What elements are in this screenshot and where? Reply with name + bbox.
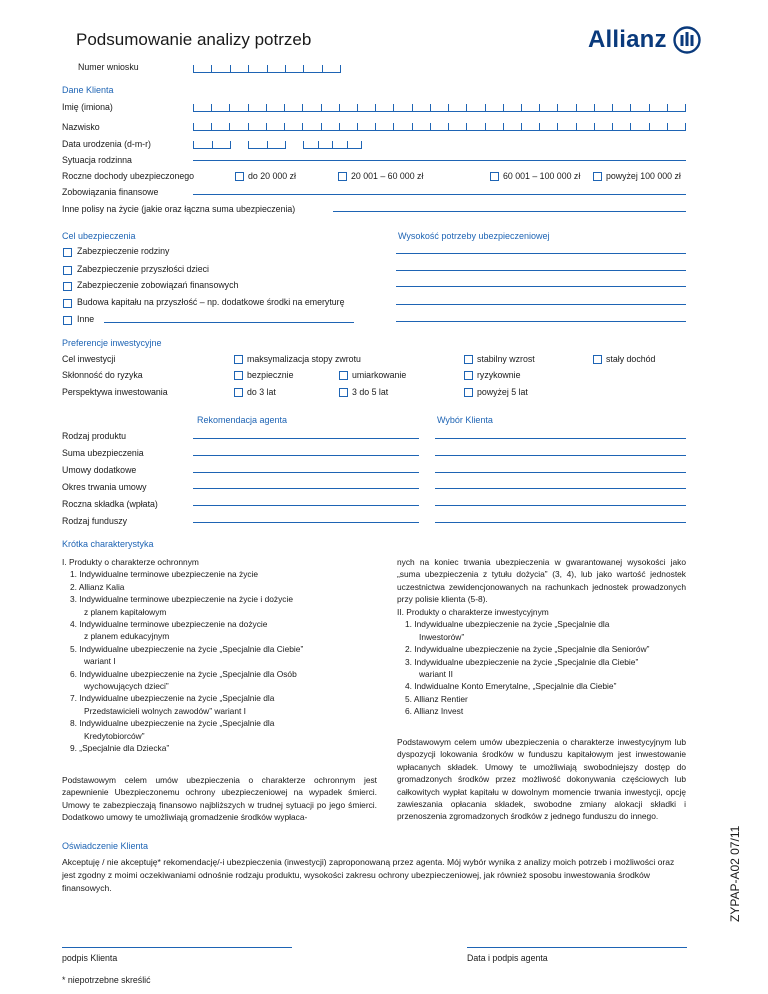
comb-tick xyxy=(211,104,212,111)
fundusze-label: Rodzaj funduszy xyxy=(62,516,128,526)
comb-tick xyxy=(557,104,558,111)
cel-inne-line[interactable] xyxy=(104,322,354,323)
cel-inwestycji-option-3: stały dochód xyxy=(606,354,656,364)
list-item: wychowujących dzieci” xyxy=(84,681,169,692)
list-item: Kredytobiorców” xyxy=(84,730,145,741)
comb-tick xyxy=(685,123,686,130)
comb-tick xyxy=(193,65,194,72)
agent-line-6[interactable] xyxy=(193,522,419,523)
sklonnosc-option-1: bezpiecznie xyxy=(247,370,294,380)
list-item: 2. Allianz Kalia xyxy=(70,581,125,592)
sytuacja-label: Sytuacja rodzinna xyxy=(62,155,132,165)
list-item: II. Produkty o charakterze inwestycyjnym xyxy=(397,607,549,617)
comb-tick xyxy=(285,141,286,148)
allianz-logo xyxy=(588,26,701,54)
wysokosc-heading: Wysokość potrzeby ubezpieczeniowej xyxy=(398,231,550,241)
comb-tick xyxy=(448,104,449,111)
comb-tick xyxy=(521,104,522,111)
preferencje-heading: Preferencje inwestycyjne xyxy=(62,338,162,348)
cel-checkbox-rodzina[interactable] xyxy=(63,248,72,257)
dochody-checkbox-3[interactable] xyxy=(490,172,499,181)
comb-tick xyxy=(248,65,249,72)
imie-field[interactable] xyxy=(193,104,686,112)
comb-tick xyxy=(339,104,340,111)
charakterystyka-left-paragraph: Podstawowym celem umów ubezpieczenia o charakterze ochronnym jest zapewnienie Ubezpieczonemu ochrony ubezpieczeniowej na wypadek śmierci. Umowy te zabezpieczają finansowo najbliższych w trudnej sytuacji po jego śmierci. Dodatkowo umowy te umożliwiają gromadzenie środków wypłaca- xyxy=(62,775,377,823)
rodzaj-produktu-label: Rodzaj produktu xyxy=(62,431,127,441)
comb-tick xyxy=(321,123,322,130)
comb-tick xyxy=(539,123,540,130)
list-item: wariant I xyxy=(84,656,116,667)
cel-heading: Cel ubezpieczenia xyxy=(62,231,136,241)
list-item: z planem edukacyjnym xyxy=(84,631,170,642)
comb-tick xyxy=(284,104,285,111)
perspektywa-label: Perspektywa inwestowania xyxy=(62,387,168,397)
nazwisko-field[interactable] xyxy=(193,123,686,131)
comb-tick xyxy=(321,104,322,111)
investment-products-list xyxy=(397,606,686,718)
numer-wniosku-label: Numer wniosku xyxy=(78,62,139,72)
nazwisko-label: Nazwisko xyxy=(62,122,100,132)
comb-tick xyxy=(318,141,319,148)
comb-tick xyxy=(557,123,558,130)
list-item: 4. Indwidualne Konto Emerytalne, „Specjalnie dla Ciebie” xyxy=(405,681,617,692)
comb-tick xyxy=(285,65,286,72)
cel-item-zobowiazania: Zabezpieczenie zobowiązań finansowych xyxy=(77,280,239,290)
comb-tick xyxy=(248,141,249,148)
comb-tick xyxy=(448,123,449,130)
dane-klienta-heading: Dane Klienta xyxy=(62,85,114,95)
footnote: * niepotrzebne skreślić xyxy=(62,975,151,985)
list-item: 4. Indywidualne terminowe ubezpieczenie na dożycie xyxy=(70,619,268,630)
comb-tick xyxy=(284,123,285,130)
comb-tick xyxy=(357,123,358,130)
comb-tick xyxy=(229,123,230,130)
list-item: 2. Indywidualne ubezpieczenie na życie „Specjalnie dla Seniorów” xyxy=(405,644,650,655)
comb-tick xyxy=(466,104,467,111)
client-line-4[interactable] xyxy=(435,488,686,489)
oswiadczenie-heading: Oświadczenie Klienta xyxy=(62,841,149,851)
umowy-dodatkowe-label: Umowy dodatkowe xyxy=(62,465,137,475)
charakterystyka-heading: Krótka charakterystyka xyxy=(62,539,154,549)
imie-label: Imię (imiona) xyxy=(62,102,113,112)
comb-tick xyxy=(339,123,340,130)
comb-tick xyxy=(630,104,631,111)
list-item: 7. Indywidualne ubezpieczenie na życie „Specjalnie dla xyxy=(70,693,275,704)
comb-tick xyxy=(430,104,431,111)
comb-tick xyxy=(303,65,304,72)
dochody-option-3: 60 001 – 100 000 zł xyxy=(503,171,581,181)
client-line-3[interactable] xyxy=(435,472,686,473)
sklonnosc-checkbox-2[interactable] xyxy=(339,371,348,380)
comb-tick xyxy=(193,123,194,130)
comb-tick xyxy=(193,104,194,111)
comb-tick xyxy=(594,104,595,111)
cel-item-inne: Inne xyxy=(77,314,95,324)
agent-line-5[interactable] xyxy=(193,505,419,506)
comb-tick xyxy=(393,104,394,111)
sklonnosc-checkbox-3[interactable] xyxy=(464,371,473,380)
comb-tick xyxy=(266,123,267,130)
comb-tick xyxy=(340,65,341,72)
comb-tick xyxy=(594,123,595,130)
comb-tick xyxy=(375,104,376,111)
comb-tick xyxy=(248,104,249,111)
comb-tick xyxy=(412,123,413,130)
cel-inwestycji-checkbox-2[interactable] xyxy=(464,355,473,364)
comb-tick xyxy=(361,141,362,148)
list-item: 5. Indywidualne ubezpieczenie na życie „Specjalnie dla Ciebie” xyxy=(70,643,304,654)
comb-tick xyxy=(357,104,358,111)
comb-tick xyxy=(667,123,668,130)
comb-tick xyxy=(612,123,613,130)
sytuacja-line[interactable] xyxy=(193,160,686,161)
list-item: I. Produkty o charakterze ochronnym xyxy=(62,557,199,567)
zobowiazania-line[interactable] xyxy=(193,194,686,195)
wysokosc-line-2[interactable] xyxy=(396,270,686,271)
comb-tick xyxy=(230,141,231,148)
podpis-klienta-line[interactable] xyxy=(62,947,292,948)
skladka-label: Roczna składka (wpłata) xyxy=(62,499,158,509)
sklonnosc-option-2: umiarkowanie xyxy=(352,370,407,380)
agent-line-3[interactable] xyxy=(193,472,419,473)
rekomendacja-heading: Rekomendacja agenta xyxy=(197,415,288,425)
perspektywa-option-3: powyżej 5 lat xyxy=(477,387,528,397)
comb-tick xyxy=(466,123,467,130)
comb-tick xyxy=(430,123,431,130)
sklonnosc-option-3: ryzykownie xyxy=(477,370,521,380)
sklonnosc-label: Skłonność do ryzyka xyxy=(62,370,143,380)
comb-tick xyxy=(485,104,486,111)
cel-checkbox-zobowiazania[interactable] xyxy=(63,282,72,291)
dochody-checkbox-2[interactable] xyxy=(338,172,347,181)
inne-polisy-line[interactable] xyxy=(333,211,686,212)
birth-day-field[interactable] xyxy=(193,141,231,149)
sklonnosc-checkbox-1[interactable] xyxy=(234,371,243,380)
wybor-heading: Wybór Klienta xyxy=(437,415,493,425)
cel-inwestycji-checkbox-3[interactable] xyxy=(593,355,602,364)
dochody-checkbox-4[interactable] xyxy=(593,172,602,181)
cel-inwestycji-checkbox-1[interactable] xyxy=(234,355,243,364)
birth-month-field[interactable] xyxy=(248,141,286,149)
list-item: 3. Indywidualne terminowe ubezpieczenie na życie i dożycie xyxy=(70,594,293,605)
cel-checkbox-kapital[interactable] xyxy=(63,299,72,308)
dochody-option-4: powyżej 100 000 zł xyxy=(606,171,681,181)
podpis-agenta-line[interactable] xyxy=(467,947,687,948)
comb-tick xyxy=(667,104,668,111)
list-item: 6. Indywidualne ubezpieczenie na życie „Specjalnie dla Osób xyxy=(70,668,297,679)
comb-tick xyxy=(375,123,376,130)
perspektywa-checkbox-2[interactable] xyxy=(339,388,348,397)
dochody-label: Roczne dochody ubezpieczonego xyxy=(62,171,195,181)
perspektywa-option-2: 3 do 5 lat xyxy=(352,387,389,397)
perspektywa-checkbox-3[interactable] xyxy=(464,388,473,397)
comb-tick xyxy=(212,141,213,148)
cel-item-dzieci: Zabezpieczenie przyszłości dzieci xyxy=(77,264,210,274)
wysokosc-line-4[interactable] xyxy=(396,304,686,305)
agent-line-2[interactable] xyxy=(193,455,419,456)
comb-tick xyxy=(303,141,304,148)
comb-tick xyxy=(503,123,504,130)
comb-tick xyxy=(266,104,267,111)
logo-text: Allianz xyxy=(588,26,667,53)
perspektywa-checkbox-1[interactable] xyxy=(234,388,243,397)
list-item: 1. Indywidualne ubezpieczenie na życie „Specjalnie dla xyxy=(405,619,610,630)
cel-item-rodzina: Zabezpieczenie rodziny xyxy=(77,246,170,256)
list-item: 5. Allianz Rentier xyxy=(405,693,468,704)
comb-tick xyxy=(685,104,686,111)
podpis-klienta-label: podpis Klienta xyxy=(62,953,118,963)
okres-label: Okres trwania umowy xyxy=(62,482,147,492)
cel-checkbox-inne[interactable] xyxy=(63,316,72,325)
comb-tick xyxy=(332,141,333,148)
list-item: Inwestorów” xyxy=(419,631,465,642)
list-item: 6. Allianz Invest xyxy=(405,706,464,717)
dochody-checkbox-1[interactable] xyxy=(235,172,244,181)
agent-line-4[interactable] xyxy=(193,488,419,489)
charakterystyka-right-column xyxy=(397,606,686,718)
comb-tick xyxy=(230,65,231,72)
comb-tick xyxy=(485,123,486,130)
comb-tick xyxy=(302,123,303,130)
comb-tick xyxy=(193,141,194,148)
comb-tick xyxy=(322,65,323,72)
cel-inwestycji-option-1: maksymalizacja stopy zwrotu xyxy=(247,354,361,364)
zobowiazania-label: Zobowiązania finansowe xyxy=(62,187,159,197)
suma-label: Suma ubezpieczenia xyxy=(62,448,144,458)
perspektywa-option-1: do 3 lat xyxy=(247,387,276,397)
comb-tick xyxy=(229,104,230,111)
comb-tick xyxy=(539,104,540,111)
list-item: wariant II xyxy=(419,669,453,680)
comb-tick xyxy=(503,104,504,111)
dochody-option-2: 20 001 – 60 000 zł xyxy=(351,171,424,181)
allianz-eagle-icon xyxy=(673,26,701,54)
wysokosc-line-1[interactable] xyxy=(396,253,686,254)
comb-tick xyxy=(576,123,577,130)
oswiadczenie-text: Akceptuję / nie akceptuję* rekomendację/-i ubezpieczenia (inwestycji) zaproponowaną przez agenta. Mój wybór wynika z analizy moich potrzeb i możliwości oraz jest zgodny z moimi oczekiwaniami odnośnie rodzaju produktu, wysokości zakresu ochrony ubezpieczeniowej, jak również sposobu inwestowania środków finansowych. xyxy=(62,857,675,893)
comb-tick xyxy=(576,104,577,111)
list-item: 8. Indywidualne ubezpieczenie na życie „Specjalnie dla xyxy=(70,718,275,729)
form-code: ZYPAP-A02 07/11 xyxy=(728,825,742,922)
list-item: 1. Indywidualne terminowe ubezpieczenie na życie xyxy=(70,569,259,580)
charakterystyka-left-column xyxy=(62,556,377,755)
list-item: 3. Indywidualne ubezpieczenie na życie „Specjalnie dla Ciebie” xyxy=(405,656,639,667)
comb-tick xyxy=(248,123,249,130)
comb-tick xyxy=(267,65,268,72)
comb-tick xyxy=(393,123,394,130)
numer-wniosku-field[interactable] xyxy=(193,65,341,73)
podpis-agenta-label: Data i podpis agenta xyxy=(467,953,548,963)
charakterystyka-right-paragraph-1: nych na koniec trwania ubezpieczenia w gwarantowanej wysokości jako „suma ubezpieczenia z tytułu dożycia” (3, 4), lub jako wartość jednostek uczestnictwa zewidencjonowanych na rachunkach jednostek prowadzonych przy polisie klienta (5-8). xyxy=(397,557,686,605)
comb-tick xyxy=(649,104,650,111)
cel-item-kapital: Budowa kapitału na przyszłość – np. dodatkowe środki na emeryturę xyxy=(77,297,345,307)
client-line-1[interactable] xyxy=(435,438,686,439)
page-title: Podsumowanie analizy potrzeb xyxy=(76,30,312,49)
agent-line-1[interactable] xyxy=(193,438,419,439)
comb-tick xyxy=(211,65,212,72)
comb-tick xyxy=(267,141,268,148)
client-line-2[interactable] xyxy=(435,455,686,456)
comb-tick xyxy=(649,123,650,130)
client-line-6[interactable] xyxy=(435,522,686,523)
comb-tick xyxy=(521,123,522,130)
wysokosc-line-5[interactable] xyxy=(396,321,686,322)
cel-inwestycji-label: Cel inwestycji xyxy=(62,354,116,364)
comb-tick xyxy=(302,104,303,111)
wysokosc-line-3[interactable] xyxy=(396,286,686,287)
comb-tick xyxy=(612,104,613,111)
comb-tick xyxy=(347,141,348,148)
cel-inwestycji-option-2: stabilny wzrost xyxy=(477,354,535,364)
birth-year-field[interactable] xyxy=(303,141,362,149)
client-line-5[interactable] xyxy=(435,505,686,506)
comb-tick xyxy=(412,104,413,111)
list-item: Przedstawicieli wolnych zawodów” wariant I xyxy=(84,705,246,716)
comb-tick xyxy=(211,123,212,130)
protective-products-list xyxy=(62,556,377,755)
data-urodzenia-label: Data urodzenia (d-m-r) xyxy=(62,139,151,149)
list-item: 9. „Specjalnie dla Dziecka” xyxy=(70,743,170,754)
list-item: z planem kapitałowym xyxy=(84,606,167,617)
cel-checkbox-dzieci[interactable] xyxy=(63,266,72,275)
dochody-option-1: do 20 000 zł xyxy=(248,171,296,181)
comb-tick xyxy=(630,123,631,130)
inne-polisy-label: Inne polisy na życie (jakie oraz łączna suma ubezpieczenia) xyxy=(62,204,296,214)
charakterystyka-right-paragraph-2: Podstawowym celem umów ubezpieczenia o charakterze inwestycyjnym lub dyspozycji lokowania środków w funduszu kapitałowym jest inwestowanie wpłacanych składek. Umowy te umożliwiają swobodniejszy dostęp do gromadzonych środków przez możliwość dokonywania częściowych lub całkowitych wypłat kapitału w dowolnym momencie trwania inwestycji, opcję zawieszania opłacania składek, swobodne zmiany alokacji składki i przenoszenia zgromadzonych środków z jednego funduszu do innego. xyxy=(397,737,686,822)
